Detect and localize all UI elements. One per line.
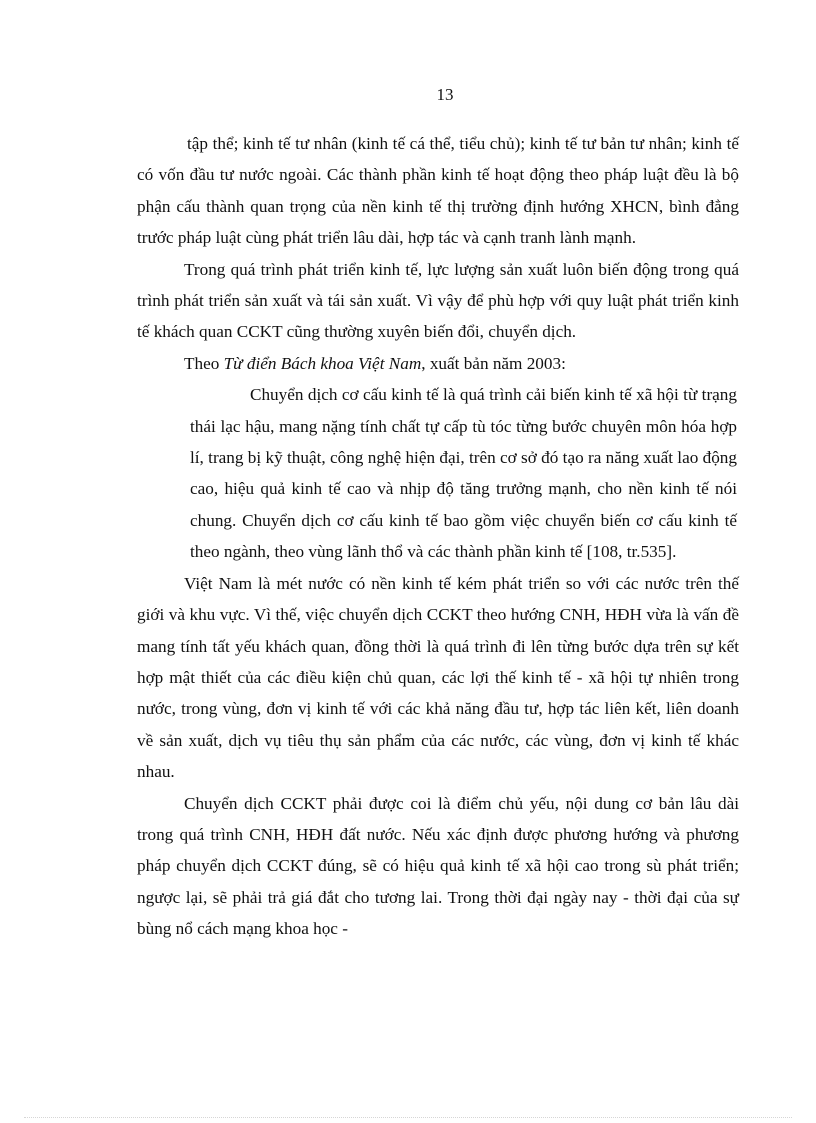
block-quote: Chuyển dịch cơ cấu kinh tế là quá trình cải biến kinh tế xã hội từ trạng thái lạc hậu, mang nặng tính chất tự cấp tù tóc từng bước chuyên môn hóa hợp lí, trang bị kỹ thuật, công nghệ hiện đại, trên cơ sở đó tạo ra năng xuất lao động cao, hiệu quả kinh tế cao và nhịp độ tăng trưởng mạnh, cho nền kinh tế nói chung. Chuyển dịch cơ cấu kinh tế bao gồm việc chuyển biến cơ cấu kinh tế theo ngành, theo vùng lãnh thổ và các thành phần kinh tế [108, tr.535]. [190, 385, 737, 562]
document-body [137, 128, 739, 945]
paragraph-5: Chuyển dịch CCKT phải được coi là điểm chủ yếu, nội dung cơ bản lâu dài trong quá trình CNH, HĐH đất nước. Nếu xác định được phương hướng và phương pháp chuyển dịch CCKT đúng, sẽ có hiệu quả kinh tế xã hội cao trong sù phát triển; ngược lại, sẽ phải trả giá đắt cho tương lai. Trong thời đại ngày nay - thời đại của sự bùng nổ cách mạng khoa học - [137, 793, 739, 939]
paragraph-1: tập thể; kinh tế tư nhân (kinh tế cá thể, tiểu chủ); kinh tế tư bản tư nhân; kinh tế có vốn đầu tư nước ngoài. Các thành phần kinh tế hoạt động theo pháp luật đều là bộ phận cấu thành quan trọng của nền kinh tế thị trường định hướng XHCN, bình đẳng trước pháp luật cùng phát triển lâu dài, hợp tác và cạnh tranh lành mạnh. [137, 134, 739, 248]
paragraph-4: Việt Nam là mét nước có nền kinh tế kém phát triển so với các nước trên thế giới và khu vực. Vì thế, việc chuyển dịch CCKT theo hướng CNH, HĐH vừa là vấn đề mang tính tất yếu khách quan, đồng thời là quá trình đi lên từng bước dựa trên sự kết hợp mật thiết của các điều kiện chủ quan, các lợi thế kinh tế - xã hội tự nhiên trong nước, trong vùng, đơn vị kinh tế với các khả năng đầu tư, hợp tác liên kết, liên doanh về sản xuất, dịch vụ tiêu thụ sản phẩm của các nước, các vùng, đơn vị kinh tế khác nhau. [137, 573, 739, 782]
paragraph-3 [137, 348, 739, 379]
paragraph-3-lead: Theo [184, 353, 224, 373]
paragraph-3-tail: , xuất bản năm 2003: [421, 353, 566, 373]
encyclopedia-title: Từ điển Bách khoa Việt Nam [223, 353, 422, 373]
paragraph-2: Trong quá trình phát triển kinh tế, lực lượng sản xuất luôn biến động trong quá trình phát triển sản xuất và tái sản xuất. Vì vậy để phù hợp với quy luật phát triển kinh tế khách quan CCKT cũng thường xuyên biến đổi, chuyển dịch. [137, 259, 739, 342]
page-number: 13 [436, 85, 454, 104]
page-bottom-divider [24, 1117, 792, 1118]
